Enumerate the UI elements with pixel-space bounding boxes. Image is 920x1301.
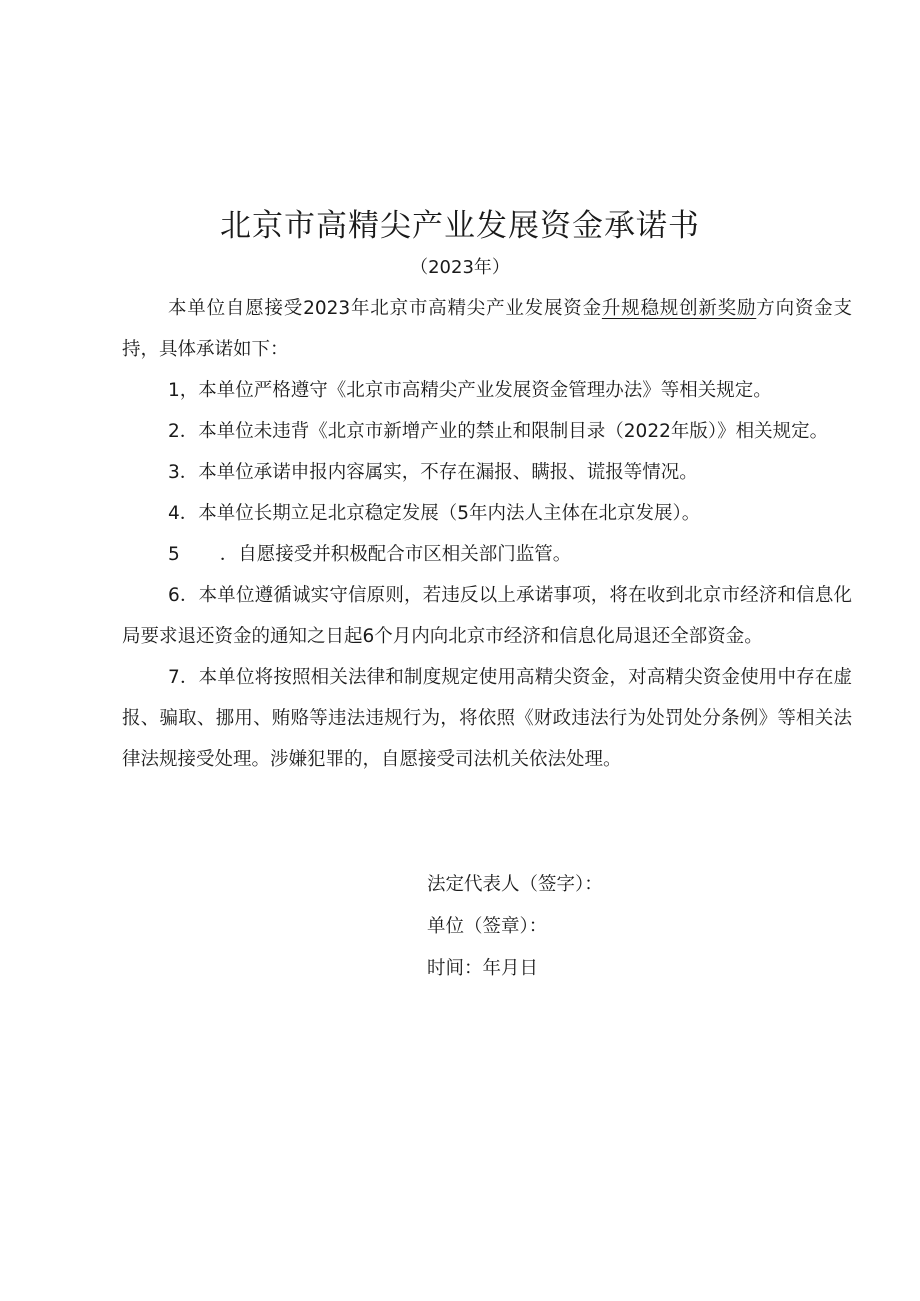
item-number: 1 bbox=[168, 380, 180, 401]
item-number: 5 bbox=[168, 544, 180, 565]
item-text: ．自愿接受并积极配合市区相关部门监管。 bbox=[219, 544, 572, 565]
item-text: ．本单位长期立足北京稳定发展（5年内法人主体在北京发展）。 bbox=[179, 503, 701, 524]
intro-text-after: 方向资金支持，具体承诺如下： bbox=[122, 298, 852, 360]
document-body bbox=[122, 288, 852, 780]
commitment-item-2 bbox=[122, 411, 852, 452]
signature-date: 时间：年月日 bbox=[427, 958, 539, 979]
commitment-item-1 bbox=[122, 370, 852, 411]
item-number: 7 bbox=[168, 667, 180, 688]
intro-underlined-text: 升规稳规创新奖励 bbox=[601, 298, 757, 319]
item-number: 3 bbox=[168, 462, 180, 483]
item-number: 4 bbox=[168, 503, 180, 524]
item-text: ，本单位严格遵守《北京市高精尖产业发展资金管理办法》等相关规定。 bbox=[179, 380, 772, 401]
item-text: ．本单位遵循诚实守信原则，若违反以上承诺事项，将在收到北京市经济和信息化局要求退还资金的通知之日起6个月内向北京市经济和信息化局退还全部资金。 bbox=[122, 585, 852, 647]
signature-representative: 法定代表人（签字）： bbox=[427, 874, 603, 895]
document-subtitle: （2023年） bbox=[410, 257, 510, 278]
item-number: 6 bbox=[168, 585, 180, 606]
item-text: ．本单位承诺申报内容属实，不存在漏报、瞒报、谎报等情况。 bbox=[179, 462, 698, 483]
commitment-item-3 bbox=[122, 452, 852, 493]
commitment-item-6 bbox=[122, 575, 852, 657]
commitment-item-4 bbox=[122, 493, 852, 534]
item-text: ．本单位未违背《北京市新增产业的禁止和限制目录（2022年版）》相关规定。 bbox=[179, 421, 829, 442]
commitment-item-7 bbox=[122, 657, 852, 780]
item-text: ．本单位将按照相关法律和制度规定使用高精尖资金，对高精尖资金使用中存在虚报、骗取、挪用、贿赂等违法违规行为，将依照《财政违法行为处罚处分条例》等相关法律法规接受处理。涉嫌犯罪的，自愿接受司法机关依法处理。 bbox=[122, 667, 852, 770]
signature-unit: 单位（签章）： bbox=[427, 916, 548, 937]
intro-paragraph bbox=[122, 288, 852, 370]
intro-text-before: 本单位自愿接受2023年北京市高精尖产业发展资金 bbox=[168, 298, 602, 319]
document-title: 北京市高精尖产业发展资金承诺书 bbox=[220, 208, 700, 244]
item-number: 2 bbox=[168, 421, 180, 442]
commitment-item-5 bbox=[122, 534, 852, 575]
